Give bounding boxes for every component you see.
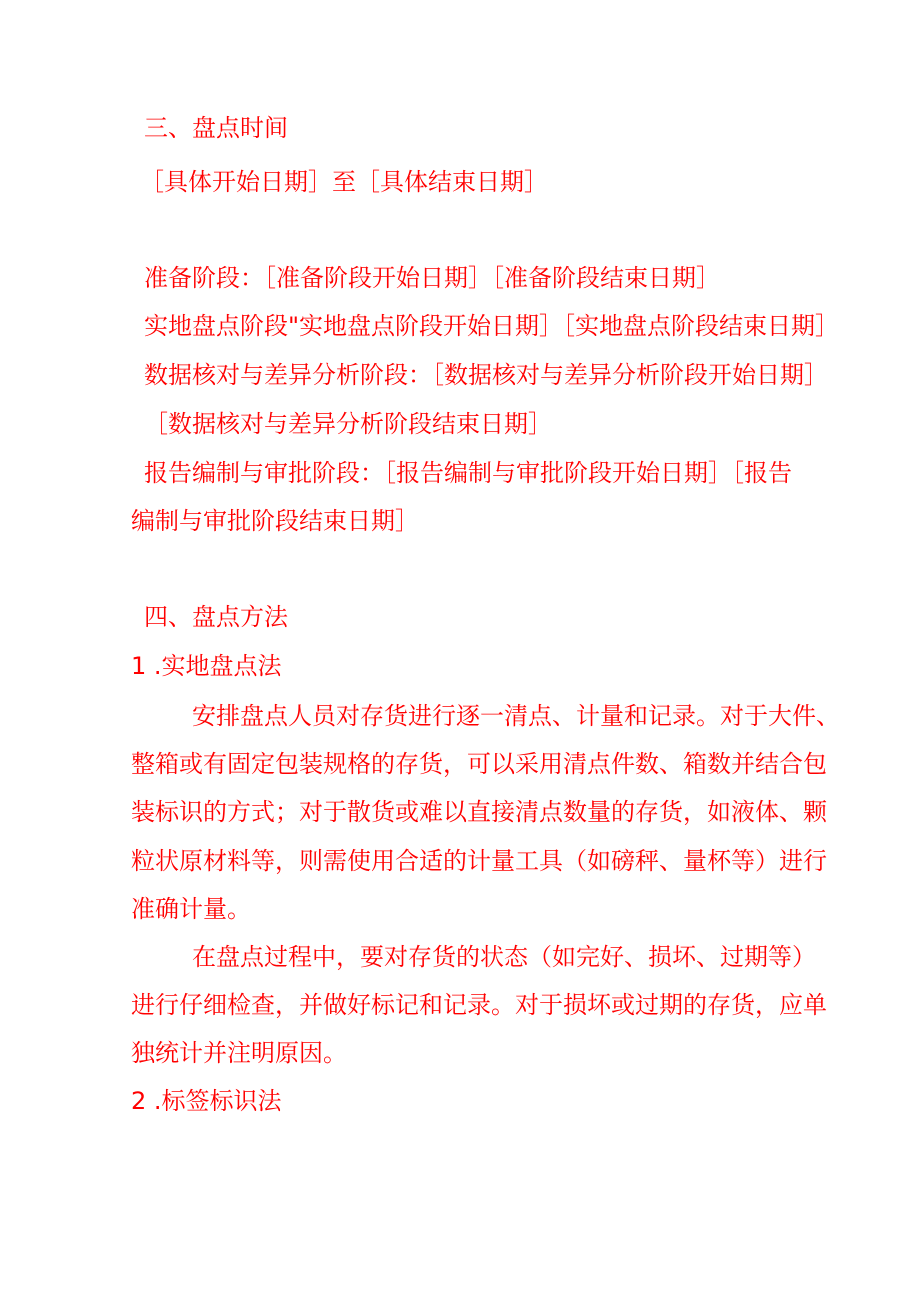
method-1-paragraph-1-line-1: 安排盘点人员对存货进行逐一清点、计量和记录。对于大件、 [192,702,840,730]
overall-period: ［具体开始日期］至［具体结束日期］ [140,168,548,196]
data-stage-period-line1: 数据核对与差异分析阶段：［数据核对与差异分析阶段开始日期］ [144,361,828,389]
method-1-title: 1 .实地盘点法 [131,652,282,680]
method-1-paragraph-1-line-4: 粒状原材料等，则需使用合适的计量工具（如磅秤、量杯等）进行 [131,847,827,875]
report-stage-period-line2: 编制与审批阶段结束日期］ [131,507,419,535]
method-1-paragraph-1-line-2: 整箱或有固定包装规格的存货，可以采用清点件数、箱数并结合包 [131,750,827,778]
section-heading-inventory-method: 四、盘点方法 [144,603,288,631]
method-1-paragraph-2-line-2: 进行仔细检查，并做好标记和记录。对于损坏或过期的存货，应单 [131,991,827,1019]
data-stage-period-line2: ［数据核对与差异分析阶段结束日期］ [144,410,552,438]
method-1-paragraph-2-line-1: 在盘点过程中，要对存货的状态（如完好、损坏、过期等） [192,943,816,971]
prep-stage-period: 准备阶段：［准备阶段开始日期］［准备阶段结束日期］ [144,264,720,292]
onsite-stage-period: 实地盘点阶段"实地盘点阶段开始日期］［实地盘点阶段结束日期］ [144,312,840,340]
method-1-paragraph-1-line-5: 准确计量。 [131,895,251,923]
method-1-paragraph-2-line-3: 独统计并注明原因。 [131,1039,347,1067]
report-stage-period-line1: 报告编制与审批阶段：［报告编制与审批阶段开始日期］［报告 [144,459,792,487]
method-2-title: 2 .标签标识法 [131,1087,282,1115]
method-1-paragraph-1-line-3: 装标识的方式；对于散货或难以直接清点数量的存货，如液体、颗 [131,798,827,826]
section-heading-inventory-time: 三、盘点时间 [144,114,288,142]
